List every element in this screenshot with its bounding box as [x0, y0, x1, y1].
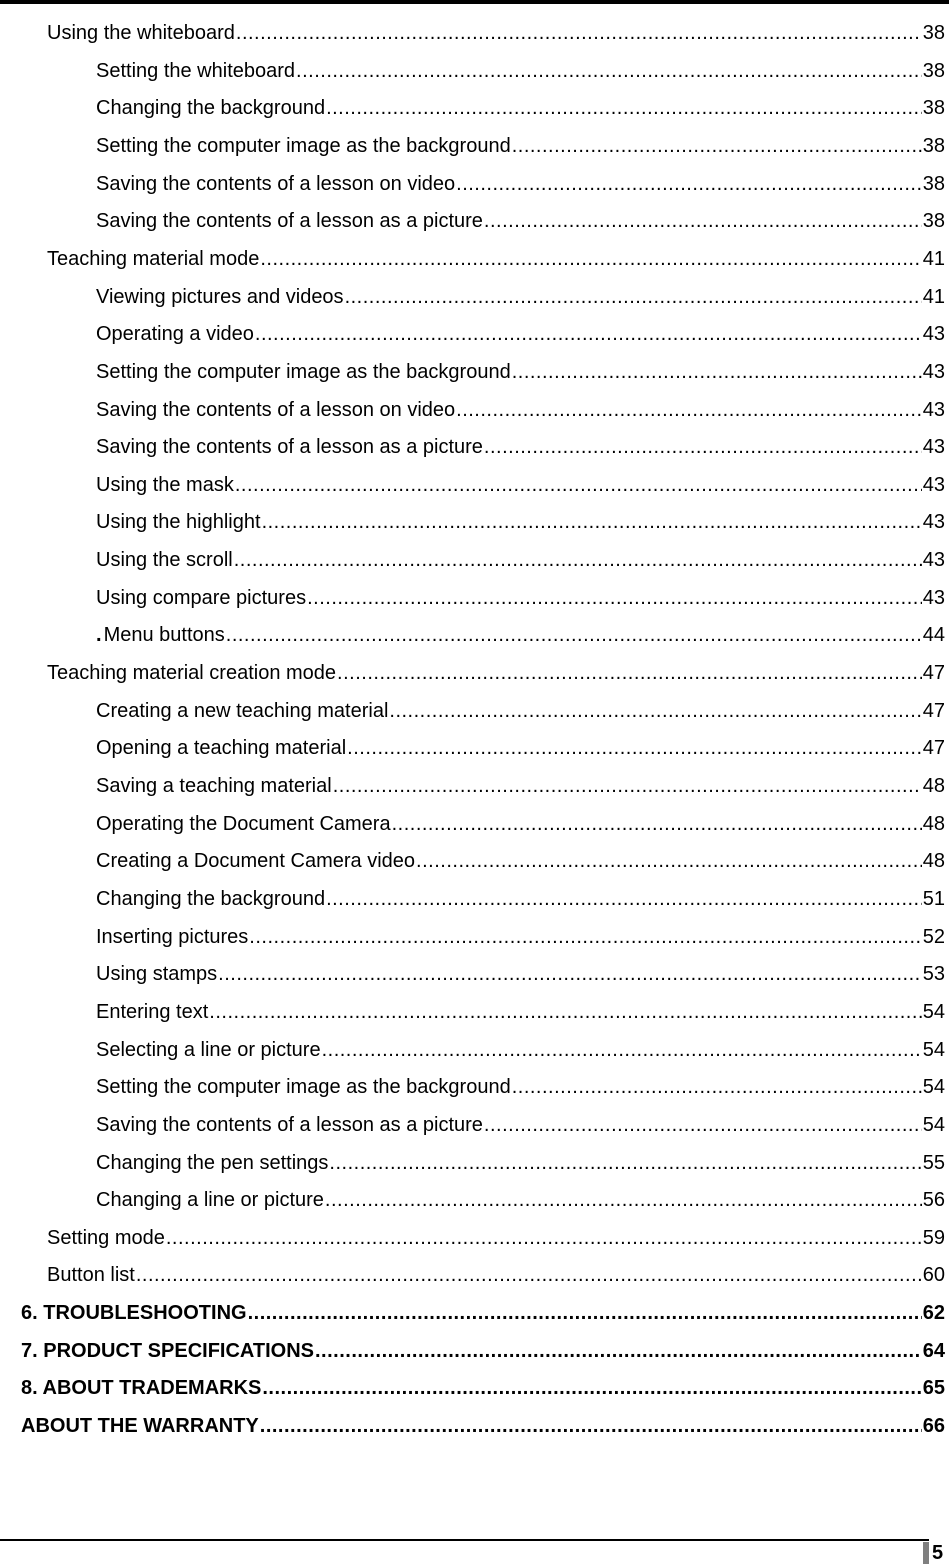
toc-entry-text: Menu buttons — [103, 624, 225, 646]
toc-entry[interactable] — [96, 545, 945, 575]
dot-leader — [326, 884, 922, 914]
toc-entry-page: 43 — [922, 549, 945, 571]
toc-entry[interactable] — [47, 244, 945, 274]
toc-entry-page: 41 — [922, 286, 945, 308]
toc-entry[interactable] — [96, 620, 945, 650]
toc-entry[interactable] — [96, 507, 945, 537]
toc-entry-page: 54 — [922, 1001, 945, 1023]
dot-leader — [325, 1185, 922, 1215]
toc-entry[interactable] — [96, 1072, 945, 1102]
dot-leader — [326, 93, 922, 123]
toc-entry-title: Setting the computer image as the background — [96, 361, 511, 383]
toc-entry-title: Teaching material creation mode — [47, 662, 337, 684]
toc-entry[interactable] — [96, 131, 945, 161]
toc-entry-page: 38 — [922, 173, 945, 195]
toc-entry[interactable] — [96, 884, 945, 914]
toc-entry-page: 51 — [922, 888, 945, 910]
toc-entry-page: 43 — [922, 399, 945, 421]
toc-entry[interactable] — [96, 319, 945, 349]
dot-leader — [329, 1148, 921, 1178]
toc-entry-page: 48 — [922, 813, 945, 835]
toc-entry[interactable] — [96, 432, 945, 462]
dot-leader — [296, 56, 922, 86]
toc-entry-page: 43 — [922, 511, 945, 533]
toc-entry-title: Using compare pictures — [96, 587, 307, 609]
toc-entry-title: 8. ABOUT TRADEMARKS — [21, 1377, 262, 1399]
toc-entry[interactable] — [21, 1336, 945, 1366]
dot-leader — [345, 282, 922, 312]
toc-entry-page: 38 — [922, 135, 945, 157]
toc-entry-page: 47 — [922, 737, 945, 759]
toc-entry-title: Selecting a line or picture — [96, 1039, 321, 1061]
toc-entry-page: 65 — [922, 1377, 945, 1399]
toc-entry-title: Teaching material mode — [47, 248, 260, 270]
toc-entry-page: 54 — [922, 1114, 945, 1136]
toc-entry-title: Inserting pictures — [96, 926, 249, 948]
toc-entry[interactable] — [96, 1148, 945, 1178]
toc-entry-title: Using the mask — [96, 474, 234, 496]
dot-leader — [262, 507, 922, 537]
toc-entry[interactable] — [96, 997, 945, 1027]
toc-entry-page: 54 — [922, 1076, 945, 1098]
dot-leader — [260, 244, 921, 274]
toc-entry-title: Using the scroll — [96, 549, 233, 571]
toc-entry-page: 54 — [922, 1039, 945, 1061]
toc-entry-page: 53 — [922, 963, 945, 985]
toc-entry-title: Opening a teaching material — [96, 737, 347, 759]
toc-entry-title: Viewing pictures and videos — [96, 286, 344, 308]
toc-entry-page: 43 — [922, 587, 945, 609]
dot-leader — [166, 1223, 922, 1253]
toc-entry-title: Changing a line or picture — [96, 1189, 324, 1211]
toc-entry-page: 60 — [922, 1264, 945, 1286]
toc-entry-title: Saving a teaching material — [96, 775, 332, 797]
toc-entry-page: 38 — [922, 97, 945, 119]
toc-entry-title: Setting the whiteboard — [96, 60, 296, 82]
toc-entry-title: Setting the computer image as the background — [96, 1076, 511, 1098]
page-marker-bar — [923, 1542, 929, 1564]
toc-entry[interactable] — [47, 1223, 945, 1253]
dot-leader — [456, 395, 922, 425]
toc-entry-title: Using the highlight — [96, 511, 261, 533]
toc-entry[interactable] — [47, 658, 945, 688]
bullet-icon: . — [96, 624, 102, 646]
dot-leader — [260, 1411, 922, 1441]
toc-entry[interactable] — [96, 696, 945, 726]
toc-entry[interactable] — [96, 206, 945, 236]
dot-leader — [235, 470, 922, 500]
toc-entry-page: 55 — [922, 1152, 945, 1174]
toc-entry-page: 48 — [922, 775, 945, 797]
toc-entry[interactable] — [21, 1411, 945, 1441]
toc-entry[interactable] — [96, 357, 945, 387]
toc-entry[interactable] — [21, 1373, 945, 1403]
toc-entry-title: Creating a Document Camera video — [96, 850, 416, 872]
toc-entry-title: Changing the pen settings — [96, 1152, 329, 1174]
toc-entry-page: 48 — [922, 850, 945, 872]
dot-leader — [389, 696, 921, 726]
dot-leader — [456, 169, 922, 199]
toc-entry[interactable] — [96, 282, 945, 312]
dot-leader — [484, 1110, 922, 1140]
toc-entry-page: 47 — [922, 662, 945, 684]
toc-entry-title: Saving the contents of a lesson on video — [96, 173, 456, 195]
toc-entry[interactable] — [96, 959, 945, 989]
dot-leader — [136, 1260, 922, 1290]
dot-leader — [322, 1035, 922, 1065]
toc-entry-title: Saving the contents of a lesson on video — [96, 399, 456, 421]
dot-leader — [333, 771, 922, 801]
toc-entry-page: 43 — [922, 474, 945, 496]
dot-leader — [249, 922, 921, 952]
toc-entry-page: 66 — [922, 1415, 945, 1437]
toc-entry-title: Operating a video — [96, 323, 254, 345]
dot-leader — [234, 545, 922, 575]
dot-leader — [307, 583, 922, 613]
toc-entry[interactable] — [96, 733, 945, 763]
top-rule — [0, 0, 949, 4]
toc-entry-page: 43 — [922, 436, 945, 458]
dot-leader — [236, 18, 922, 48]
bottom-rule — [0, 1539, 929, 1541]
dot-leader — [337, 658, 922, 688]
toc-entry[interactable] — [96, 846, 945, 876]
toc-entry-page: 38 — [922, 22, 945, 44]
toc-entry-page: 44 — [922, 624, 945, 646]
dot-leader — [218, 959, 922, 989]
toc-entry-title: Changing the background — [96, 97, 326, 119]
toc-entry[interactable] — [96, 395, 945, 425]
dot-leader — [255, 319, 922, 349]
toc-entry[interactable] — [47, 1260, 945, 1290]
toc-entry[interactable] — [96, 771, 945, 801]
toc-entry-page: 43 — [922, 361, 945, 383]
toc-entry-title: Using the whiteboard — [47, 22, 235, 44]
page-number-box — [923, 1541, 949, 1565]
toc-entry[interactable] — [96, 56, 945, 86]
toc-entry-title: 6. TROUBLESHOOTING — [21, 1302, 247, 1324]
dot-leader — [248, 1298, 922, 1328]
toc-entry-title: Operating the Document Camera — [96, 813, 391, 835]
toc-entry[interactable] — [96, 809, 945, 839]
toc-entry[interactable] — [96, 169, 945, 199]
toc-entry-title: Setting mode — [47, 1227, 165, 1249]
toc-entry-title: 7. PRODUCT SPECIFICATIONS — [21, 1340, 314, 1362]
dot-leader — [484, 432, 922, 462]
toc-entry-page: 38 — [922, 210, 945, 232]
dot-leader — [512, 357, 922, 387]
toc-entry[interactable] — [47, 18, 945, 48]
dot-leader — [392, 809, 922, 839]
toc-entry[interactable] — [96, 93, 945, 123]
toc-entry-title: Entering text — [96, 1001, 209, 1023]
toc-entry-page: 41 — [922, 248, 945, 270]
toc-entry-page: 38 — [922, 60, 945, 82]
toc-entry-title: Creating a new teaching material — [96, 700, 389, 722]
page-number: 5 — [932, 1542, 944, 1564]
dot-leader — [347, 733, 922, 763]
toc-entry[interactable] — [21, 1298, 945, 1328]
toc-entry-title: Saving the contents of a lesson as a picture — [96, 210, 483, 232]
toc-entry[interactable] — [96, 470, 945, 500]
toc-entry-title: Button list — [47, 1264, 135, 1286]
toc-entry-page: 62 — [922, 1302, 945, 1324]
toc-entry-title: Saving the contents of a lesson as a picture — [96, 436, 483, 458]
toc-entry-title: Saving the contents of a lesson as a picture — [96, 1114, 483, 1136]
toc-entry-page: 43 — [922, 323, 945, 345]
toc-entry-page: 52 — [922, 926, 945, 948]
toc-entry[interactable] — [96, 583, 945, 613]
toc-entry-title: Using stamps — [96, 963, 218, 985]
toc-entry[interactable] — [96, 922, 945, 952]
toc-entry[interactable] — [96, 1110, 945, 1140]
dot-leader — [262, 1373, 921, 1403]
dot-leader — [315, 1336, 922, 1366]
dot-leader — [484, 206, 922, 236]
toc-entry-page: 47 — [922, 700, 945, 722]
dot-leader — [226, 620, 922, 650]
toc-entry-title — [96, 620, 225, 650]
dot-leader — [416, 846, 922, 876]
toc-entry-title: Changing the background — [96, 888, 326, 910]
dot-leader — [512, 1072, 922, 1102]
toc-entry-page: 59 — [922, 1227, 945, 1249]
dot-leader — [209, 997, 921, 1027]
dot-leader — [512, 131, 922, 161]
toc-entry-page: 64 — [922, 1340, 945, 1362]
toc-entry[interactable] — [96, 1035, 945, 1065]
toc-entry-title: Setting the computer image as the background — [96, 135, 511, 157]
toc-entry[interactable] — [96, 1185, 945, 1215]
toc-entry-page: 56 — [922, 1189, 945, 1211]
toc-entry-title: ABOUT THE WARRANTY — [21, 1415, 259, 1437]
